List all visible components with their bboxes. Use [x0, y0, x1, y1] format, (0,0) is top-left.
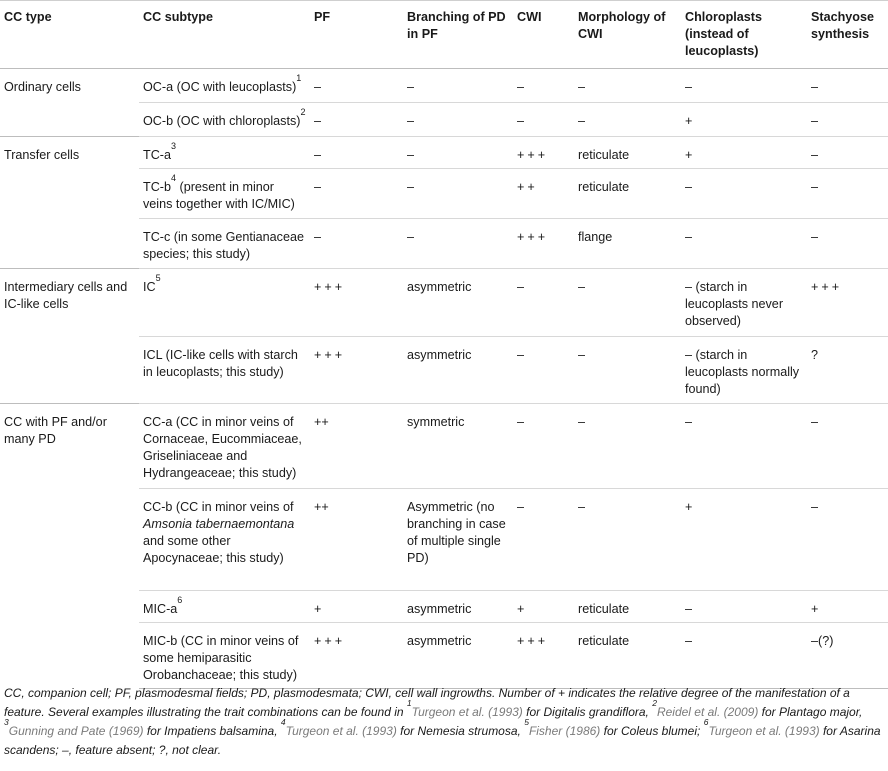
- branching-cell: asymmetric: [403, 623, 513, 689]
- subtype-cell: MIC-$a^6$: [139, 591, 310, 623]
- morphology-cell: reticulate: [574, 169, 681, 219]
- subtype-cell: MIC-b (CC in minor veins of some hemiparasitic Orobanchaceae; this study): [139, 623, 310, 689]
- chloroplasts-cell: –: [681, 623, 807, 689]
- branching-cell: Asymmetric (no branching in case of multiple single PD): [403, 489, 513, 591]
- stachyose-cell: –: [807, 137, 888, 169]
- chloroplasts-cell: –: [681, 169, 807, 219]
- chloroplasts-cell: – (starch in leucoplasts never observed): [681, 269, 807, 337]
- cwi-cell: –: [513, 69, 574, 103]
- cwi-cell: –: [513, 404, 574, 489]
- branching-cell: –: [403, 169, 513, 219]
- chloroplasts-cell: +: [681, 489, 807, 591]
- cwi-cell: +++: [513, 623, 574, 689]
- morphology-cell: reticulate: [574, 137, 681, 169]
- subtype-cell: ICL (IC-like cells with starch in leucoplasts; this study): [139, 337, 310, 404]
- pf-cell: +++: [310, 269, 403, 337]
- chloroplasts-cell: – (starch in leucoplasts normally found): [681, 337, 807, 404]
- chloroplasts-cell: +: [681, 137, 807, 169]
- pf-cell: –: [310, 103, 403, 137]
- table-footnote: CC, companion cell; PF, plasmodesmal fields; PD, plasmodesmata; CWI, cell wall ingrowths. Number of + indicates the relative degree of the manifestation of a feature. Several examples illustrating the trait combinations can be found in $^1$Turgeon et al. (1993) for Digitalis grandiflora, $^2$Reidel et al. (2009) for Plantago major, $^3$Gunning and Pate (1969) for Impatiens balsamina, $^4$Turgeon et al. (1993) for Nemesia strumosa, $^5$Fisher (1986) for Coleus blumei; $^6$Turgeon et al. (1993) for Asarina scandens; –, feature absent; ?, not clear.: [4, 686, 881, 757]
- reference-link[interactable]: Turgeon et al. (1993): [285, 724, 397, 738]
- morphology-cell: –: [574, 69, 681, 103]
- branching-cell: –: [403, 69, 513, 103]
- stachyose-cell: –: [807, 219, 888, 269]
- subtype-cell: OC-a (OC with leucoplasts)$^1$: [139, 69, 310, 103]
- col-cc-type: CC type: [0, 1, 139, 69]
- pf-cell: ++: [310, 404, 403, 489]
- branching-cell: symmetric: [403, 404, 513, 489]
- pf-cell: –: [310, 137, 403, 169]
- pf-cell: –: [310, 219, 403, 269]
- morphology-cell: –: [574, 489, 681, 591]
- stachyose-cell: –: [807, 489, 888, 591]
- chloroplasts-cell: –: [681, 219, 807, 269]
- header-row: [0, 1, 888, 69]
- morphology-cell: flange: [574, 219, 681, 269]
- reference-link[interactable]: Turgeon et al. (1993): [411, 705, 523, 719]
- stachyose-cell: ?: [807, 337, 888, 404]
- morphology-cell: –: [574, 337, 681, 404]
- pf-cell: +++: [310, 337, 403, 404]
- stachyose-cell: –: [807, 169, 888, 219]
- table-row: [0, 69, 888, 103]
- subtype-cell: $IC^5$: [139, 269, 310, 337]
- branching-cell: asymmetric: [403, 269, 513, 337]
- morphology-cell: –: [574, 103, 681, 137]
- table-row: [0, 269, 888, 337]
- subtype-cell: TC-c (in some Gentianaceae species; this study): [139, 219, 310, 269]
- cwi-cell: ++: [513, 169, 574, 219]
- col-morphology: Morphology of CWI: [574, 1, 681, 69]
- pf-cell: +++: [310, 623, 403, 689]
- group-intermediary-cells: Intermediary cells and IC-like cells: [0, 269, 139, 404]
- pf-cell: –: [310, 169, 403, 219]
- table-row: [0, 137, 888, 169]
- reference-link[interactable]: Gunning and Pate (1969): [8, 724, 144, 738]
- chloroplasts-cell: –: [681, 404, 807, 489]
- col-pf: PF: [310, 1, 403, 69]
- col-stachyose: Stachyose synthesis: [807, 1, 888, 69]
- group-cc-with-pf: CC with PF and/or many PD: [0, 404, 139, 689]
- cwi-cell: +: [513, 591, 574, 623]
- stachyose-cell: –: [807, 69, 888, 103]
- chloroplasts-cell: –: [681, 69, 807, 103]
- cwi-cell: –: [513, 269, 574, 337]
- morphology-cell: reticulate: [574, 591, 681, 623]
- group-ordinary-cells: Ordinary cells: [0, 69, 139, 137]
- branching-cell: asymmetric: [403, 337, 513, 404]
- cwi-cell: –: [513, 337, 574, 404]
- subtype-cell: $TC-b^4$ (present in minor veins together with IC/MIC): [139, 169, 310, 219]
- subtype-cell: CC-a (CC in minor veins of Cornaceae, Eucommiaceae, Griseliniaceae and Hydrangeaceae; this study): [139, 404, 310, 489]
- morphology-cell: reticulate: [574, 623, 681, 689]
- morphology-cell: –: [574, 269, 681, 337]
- cwi-cell: +++: [513, 137, 574, 169]
- stachyose-cell: +++: [807, 269, 888, 337]
- chloroplasts-cell: +: [681, 103, 807, 137]
- pf-cell: ++: [310, 489, 403, 591]
- cwi-cell: –: [513, 103, 574, 137]
- stachyose-cell: –: [807, 404, 888, 489]
- subtype-cell: $TC-a^3$: [139, 137, 310, 169]
- chloroplasts-cell: –: [681, 591, 807, 623]
- stachyose-cell: –: [807, 103, 888, 137]
- morphology-cell: –: [574, 404, 681, 489]
- pf-cell: +: [310, 591, 403, 623]
- branching-cell: –: [403, 137, 513, 169]
- cwi-cell: –: [513, 489, 574, 591]
- col-cc-subtype: CC subtype: [139, 1, 310, 69]
- col-branching: Branching of PD in PF: [403, 1, 513, 69]
- subtype-cell: CC-b (CC in minor veins of Amsonia tabernaemontana and some other Apocynaceae; this study): [139, 489, 310, 591]
- branching-cell: asymmetric: [403, 591, 513, 623]
- stachyose-cell: +: [807, 591, 888, 623]
- cwi-cell: +++: [513, 219, 574, 269]
- col-cwi: CWI: [513, 1, 574, 69]
- reference-link[interactable]: Reidel et al. (2009): [656, 705, 759, 719]
- reference-link[interactable]: Fisher (1986): [528, 724, 601, 738]
- group-transfer-cells: Transfer cells: [0, 137, 139, 269]
- table-row: [0, 404, 888, 489]
- subtype-cell: OC-b (OC with chloroplasts)$^2$: [139, 103, 310, 137]
- stachyose-cell: –(?): [807, 623, 888, 689]
- branching-cell: –: [403, 219, 513, 269]
- reference-link[interactable]: Turgeon et al. (1993): [708, 724, 820, 738]
- col-chloroplasts: Chloroplasts (instead of leucoplasts): [681, 1, 807, 69]
- branching-cell: –: [403, 103, 513, 137]
- pf-cell: –: [310, 69, 403, 103]
